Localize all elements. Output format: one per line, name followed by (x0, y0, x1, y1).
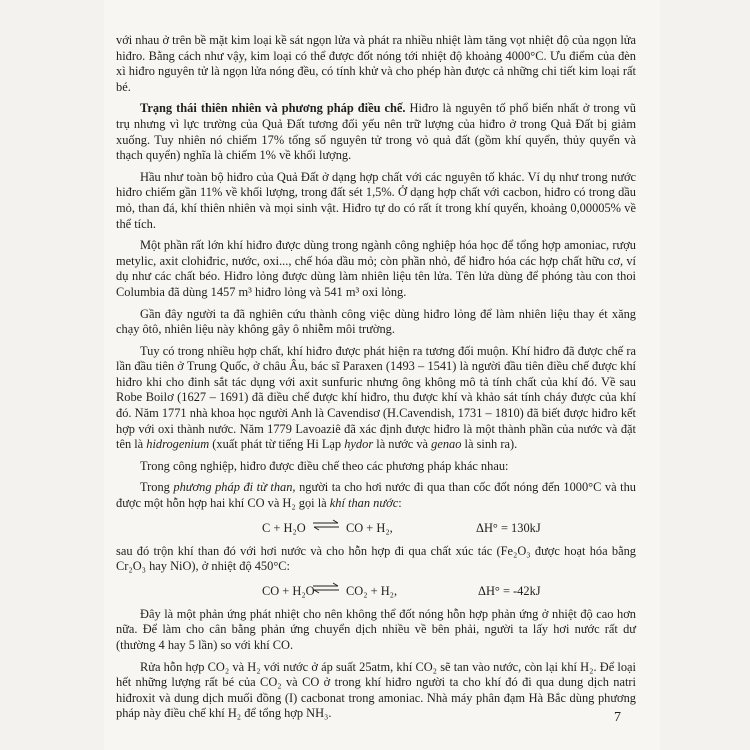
paragraph-7: Trong công nghiệp, hiđro được điều chế theo các phương pháp khác nhau: (140, 458, 509, 473)
equation-1-products: CO + H₂, (346, 520, 393, 535)
paragraph-2: Trạng thái thiên nhiên và phương pháp điều chế. Hiđro là nguyên tố phổ biến nhất ở trong vũ trụ nhưng vì lực trường của Quả Đất tương đối yếu nên trữ lượng của hiđro ở trong Quả Đất bị giảm xuống. Tuy nhiên nó chiếm 17% tổng số nguyên tử trong vỏ quả đất (gồm khí quyển, thủy quyển và thạch quyển) nghĩa là chiếm 1% về khối lượng. (116, 101, 636, 163)
equilibrium-arrow-icon (312, 582, 340, 594)
paragraph-11: Rửa hỗn hợp CO₂ và H₂ với nước ở áp suất 25atm, khí CO₂ sẽ tan vào nước, còn lại khí H₂. Để loại hết những lượng rất bé của CO₂ và CO ở trong khí hiđro người ta cho khí đó đi qua dung dịch natri hiđroxit và dung dịch muối đồng (I) cacbonat trong amoniac. Nhà máy phân đạm Hà Bắc dùng phương pháp này điều chế khí H₂ để tổng hợp NH₃. (116, 659, 636, 721)
equation-2-reactants: CO + H₂O (262, 583, 315, 598)
equation-2 (116, 581, 636, 603)
paragraph-10: Đây là một phản ứng phát nhiệt cho nên không thể đốt nóng hỗn hợp phản ứng ở nhiệt độ cao hơn nữa. Để làm cho cân bằng phản ứng chuyển dịch nhiều về bên phải, người ta lấy hơi nước rất dư (thường 4 hay 5 lần) so với khí CO. (116, 606, 636, 652)
paragraph-1: với nhau ở trên bề mặt kim loại kề sát ngọn lửa và phát ra nhiều nhiệt làm tăng vọt nhiệt độ của ngọn lửa hiđro. Bằng cách như vậy, kim loại có thể được đốt nóng tới nhiệt độ khoảng 4000°C. Ưu điểm của đèn xì hiđro nguyên tử là ngọn lửa nóng đều, có tính khử và cho phép hàn được cả những chi tiết kim loại rất bé. (116, 33, 636, 94)
equation-1-reactants: C + H₂O (262, 520, 306, 535)
paragraph-3: Hầu như toàn bộ hiđro của Quả Đất ở dạng hợp chất với các nguyên tố khác. Ví dụ như trong nước hiđro chiếm gần 11% về khối lượng, trong đất sét 1,5%. Ở dạng hợp chất với cacbon, hiđro có trong dầu mỏ, than đá, khí thiên nhiên và mọi sinh vật. Hiđro tự do có rất ít trong khí quyển, khoảng 0,00005% về thể tích. (116, 169, 636, 231)
equation-1-enthalpy: ΔH° = 130kJ (476, 520, 541, 535)
paragraph-5: Gần đây người ta đã nghiên cứu thành công việc dùng hiđro lỏng để làm nhiên liệu thay ét xăng chạy ôtô, nhiên liệu này không gây ô nhiễm môi trường. (116, 306, 636, 337)
paragraph-6: Tuy có trong nhiều hợp chất, khí hiđro được phát hiện ra tương đối muộn. Khí hiđro đã được chế ra lần đầu tiên ở Trung Quốc, ở châu Âu, bác sĩ Paraxen (1493 – 1541) là người đầu tiên điều chế được khí hiđro khi cho đinh sắt tác dụng với axit sunfuric nhưng ông không mô tả tính chất của khí đó. Về sau Robe Boilơ (1627 – 1691) đã điều chế được khí hiđro, thu được khí và khảo sát tính cháy được của khí đó. Năm 1771 nhà khoa học người Anh là Cavendisơ (H.Cavendish, 1731 – 1810) đã biết được hiđro kết hợp với oxi thành nước. Năm 1779 Lavoaziê đã xác định được hiđro là một thành phần của nước và đặt tên là hidrogenium (xuất phát từ tiếng Hi Lạp hydor là nước và genao là sinh ra). (116, 343, 636, 452)
equation-1 (116, 518, 636, 540)
section-heading: Trạng thái thiên nhiên và phương pháp điều chế. (140, 101, 406, 116)
paragraph-8: Trong phương pháp đi từ than, người ta cho hơi nước đi qua than cốc đốt nóng đến 1000°C và thu được một hỗn hợp hai khí CO và H₂ gọi là khí than nước: (116, 480, 637, 511)
equation-2-products: CO₂ + H₂, (346, 583, 398, 598)
paragraph-9: sau đó trộn khí than đó với hơi nước và cho hỗn hợp đi qua chất xúc tác (Fe₂O₃ được hoạt hóa bằng Cr₂O₃ hay NiO), ở nhiệt độ 450°C: (116, 543, 636, 574)
paragraph-4: Một phần rất lớn khí hiđro được dùng trong ngành công nghiệp hóa học để tổng hợp amoniac, rượu metylic, axit clohiđric, nước, oxi..., chế hóa dầu mỏ; còn phần nhỏ, để hiđro hóa các hợp chất hữu cơ, ví dụ như các chất béo. Hiđro lỏng được dùng làm nhiên liệu tên lửa. Tên lửa dùng để phóng tàu con thoi Columbia đã dùng 1457 m³ hiđro lỏng và 541 m³ oxi lỏng. (116, 238, 636, 299)
equilibrium-arrow-icon (312, 519, 340, 531)
equation-2-enthalpy: ΔH° = -42kJ (478, 583, 541, 598)
page-text (116, 33, 636, 728)
page-number: 7 (614, 710, 621, 725)
